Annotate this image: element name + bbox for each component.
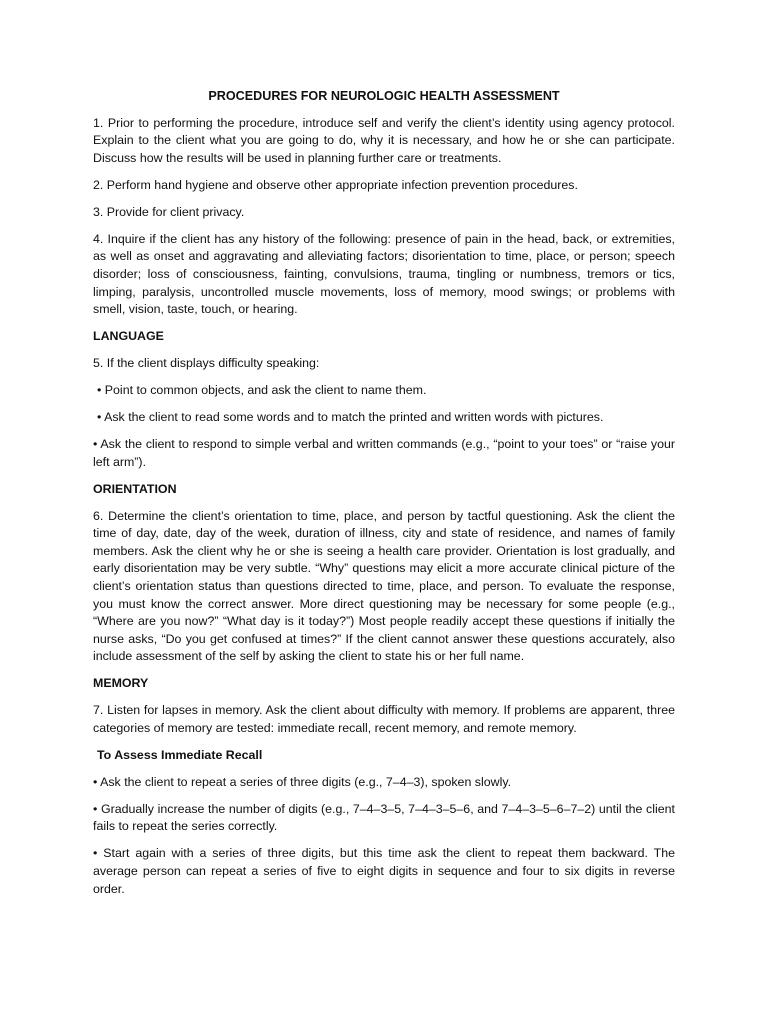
step-6-paragraph: 6. Determine the client’s orientation to time, place, and person by tactful questioning. Ask the client the time of day, date, day of the week, duration of illness, city and state of residence, and names of family members. Ask the client why he or she is seeing a health care provider. Orientation is lost gradually, and early disorientation may be very subtle. “Why” questions may elicit a more accurate clinical picture of the client’s orientation status than questions directed to time, place, and person. To evaluate the response, you must know the correct answer. More direct questioning may be necessary for some people (e.g., “Where are you now?” “What day is it today?”) Most people readily accept these questions if initially the nurse asks, “Do you get confused at times?” If the client cannot answer these questions accurately, also include assessment of the self by asking the client to state his or her full name. xyxy=(93,508,675,664)
step-2-paragraph: 2. Perform hand hygiene and observe other appropriate infection prevention procedures. xyxy=(93,177,578,192)
language-bullet-3: • Ask the client to respond to simple verbal and written commands (e.g., “point to your toes” or “raise your left arm”). xyxy=(93,437,675,469)
language-heading: LANGUAGE xyxy=(93,329,164,344)
memory-bullet-1: • Ask the client to repeat a series of three digits (e.g., 7–4–3), spoken slowly. xyxy=(93,774,512,789)
language-bullet-1: • Point to common objects, and ask the client to name them. xyxy=(97,383,427,398)
step-1-paragraph: 1. Prior to performing the procedure, introduce self and verify the client’s identity using agency protocol. Explain to the client what you are going to do, why it is necessary, and how he or she can participate. Discuss how the results will be used in planning further care or treatments. xyxy=(93,115,675,165)
language-bullet-2: • Ask the client to read some words and to match the printed and written words with pictures. xyxy=(97,410,604,425)
step-4-paragraph: 4. Inquire if the client has any history of the following: presence of pain in the head, back, or extremities, as well as onset and aggravating and alleviating factors; disorientation to time, place, or person; speech disorder; loss of consciousness, fainting, convulsions, trauma, tingling or numbness, tremors or tics, limping, paralysis, uncontrolled muscle movements, loss of memory, mood swings; or problems with smell, vision, taste, touch, or hearing. xyxy=(93,231,675,317)
document-title: PROCEDURES FOR NEUROLOGIC HEALTH ASSESSMENT xyxy=(208,89,560,103)
memory-bullet-2: • Gradually increase the number of digits (e.g., 7–4–3–5, 7–4–3–5–6, and 7–4–3–5–6–7–2) until the client fails to repeat the series correctly. xyxy=(93,801,675,834)
step-7-paragraph: 7. Listen for lapses in memory. Ask the client about difficulty with memory. If problems are apparent, three categories of memory are tested: immediate recall, recent memory, and remote memory. xyxy=(93,703,675,735)
step-3-paragraph: 3. Provide for client privacy. xyxy=(93,204,245,219)
document-page xyxy=(93,88,675,908)
immediate-recall-subheading: To Assess Immediate Recall xyxy=(97,747,263,762)
step-5-paragraph: 5. If the client displays difficulty speaking: xyxy=(93,356,320,371)
memory-bullet-3: • Start again with a series of three digits, but this time ask the client to repeat them backward. The average person can repeat a series of five to eight digits in sequence and four to six digits in reverse order. xyxy=(93,846,675,896)
memory-heading: MEMORY xyxy=(93,676,149,691)
orientation-heading: ORIENTATION xyxy=(93,481,177,496)
